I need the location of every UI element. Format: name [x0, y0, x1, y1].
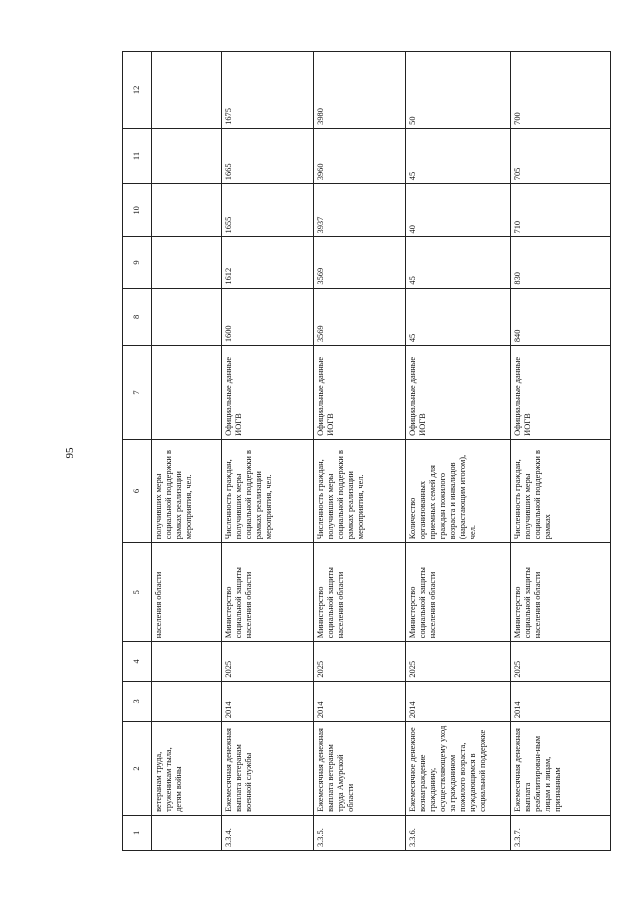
- table-cell: 1675: [222, 52, 314, 129]
- table-cell: 840: [511, 288, 611, 346]
- column-header: 4: [123, 642, 152, 681]
- column-header: 1: [123, 815, 152, 850]
- table-cell: Министерство социальной защиты населения области: [406, 543, 511, 642]
- table-cell: [152, 642, 222, 681]
- table-cell: Официальные данные ИОГВ: [406, 346, 511, 440]
- table-cell: 3.3.4.: [222, 815, 314, 850]
- header-row: [123, 52, 152, 851]
- table-row: [222, 52, 314, 851]
- table-cell: 40: [406, 184, 511, 237]
- table-cell: [152, 346, 222, 440]
- column-header: 6: [123, 439, 152, 542]
- column-header: 3: [123, 681, 152, 721]
- table-cell: 2025: [222, 642, 314, 681]
- table-cell: Официальные данные ИОГВ: [314, 346, 406, 440]
- table-cell: Ежемесячное денежное вознаграждение гражданину, осуществляющему уход за гражданином пожилого возраста, нуждающимся в социальной поддержке: [406, 722, 511, 816]
- column-header: 7: [123, 346, 152, 440]
- table-cell: Количество организованных приемных семей для граждан пожилого возраста и инвалидов (нарастающим итогом), чел.: [406, 439, 511, 542]
- column-header: 10: [123, 184, 152, 237]
- table-cell: 1665: [222, 128, 314, 183]
- page-number: 95: [64, 447, 76, 459]
- table-cell: 3.3.6.: [406, 815, 511, 850]
- table-cell: 2025: [314, 642, 406, 681]
- column-header: 12: [123, 52, 152, 129]
- table-cell: [152, 815, 222, 850]
- table-cell: 3.3.5.: [314, 815, 406, 850]
- table-cell: Официальные данные ИОГВ: [222, 346, 314, 440]
- table-row: [314, 52, 406, 851]
- table-cell: Численность граждан, получивших меры социальной поддержки в рамках: [511, 439, 611, 542]
- table-cell: Ежемесячная денежная выплата реабилитирован-ным лицам и лицам, признанным: [511, 722, 611, 816]
- table-cell: [152, 52, 222, 129]
- table-cell: Численность граждан, получивших меры социальной поддержки в рамках реализации мероприятия, чел.: [222, 439, 314, 542]
- table-cell: 2014: [314, 681, 406, 721]
- table-cell: [152, 681, 222, 721]
- table-cell: Официальные данные ИОГВ: [511, 346, 611, 440]
- table-cell: Министерство социальной защиты населения области: [314, 543, 406, 642]
- table-cell: Министерство социальной защиты населения области: [222, 543, 314, 642]
- table-cell: Министерство социальной защиты населения области: [511, 543, 611, 642]
- table-cell: 700: [511, 52, 611, 129]
- table-cell: 2014: [406, 681, 511, 721]
- table-cell: 705: [511, 128, 611, 183]
- table-cell: [152, 128, 222, 183]
- table-cell: 1612: [222, 237, 314, 288]
- table-cell: населения области: [152, 543, 222, 642]
- program-measures-table: [122, 51, 611, 851]
- table-cell: 50: [406, 52, 511, 129]
- table-cell: 3.3.7.: [511, 815, 611, 850]
- table-cell: получивших меры социальной поддержки в рамках реализации мероприятия, чел.: [152, 439, 222, 542]
- table-cell: Ежемесячная денежная выплата ветеранам труда Амурской области: [314, 722, 406, 816]
- table-cell: 45: [406, 128, 511, 183]
- column-header: 2: [123, 722, 152, 816]
- table-cell: Численность граждан, получивших меры социальной поддержки в рамках реализации мероприятия, чел.: [314, 439, 406, 542]
- table-cell: 2014: [511, 681, 611, 721]
- table-cell: 3937: [314, 184, 406, 237]
- table-cell: 2014: [222, 681, 314, 721]
- table-cell: [152, 288, 222, 346]
- table-row: [406, 52, 511, 851]
- table-cell: 2025: [406, 642, 511, 681]
- table-row: [511, 52, 611, 851]
- table-cell: [152, 184, 222, 237]
- table-cell: 830: [511, 237, 611, 288]
- column-header: 9: [123, 237, 152, 288]
- table-cell: 3960: [314, 128, 406, 183]
- table-cell: [152, 237, 222, 288]
- table-cell: 2025: [511, 642, 611, 681]
- table-cell: 45: [406, 237, 511, 288]
- table-cell: Ежемесячная денежная выплата ветеранам военной службы: [222, 722, 314, 816]
- table-cell: 710: [511, 184, 611, 237]
- table-cell: 1655: [222, 184, 314, 237]
- table-cell: 3569: [314, 288, 406, 346]
- table-cell: 1600: [222, 288, 314, 346]
- table-cell: 3569: [314, 237, 406, 288]
- table-cell: ветеранам труда, труженикам тыла, детям войны: [152, 722, 222, 816]
- table-row: [152, 52, 222, 851]
- column-header: 11: [123, 128, 152, 183]
- table-cell: 3980: [314, 52, 406, 129]
- column-header: 8: [123, 288, 152, 346]
- rotated-table-sheet: [122, 51, 640, 851]
- column-header: 5: [123, 543, 152, 642]
- table-cell: 45: [406, 288, 511, 346]
